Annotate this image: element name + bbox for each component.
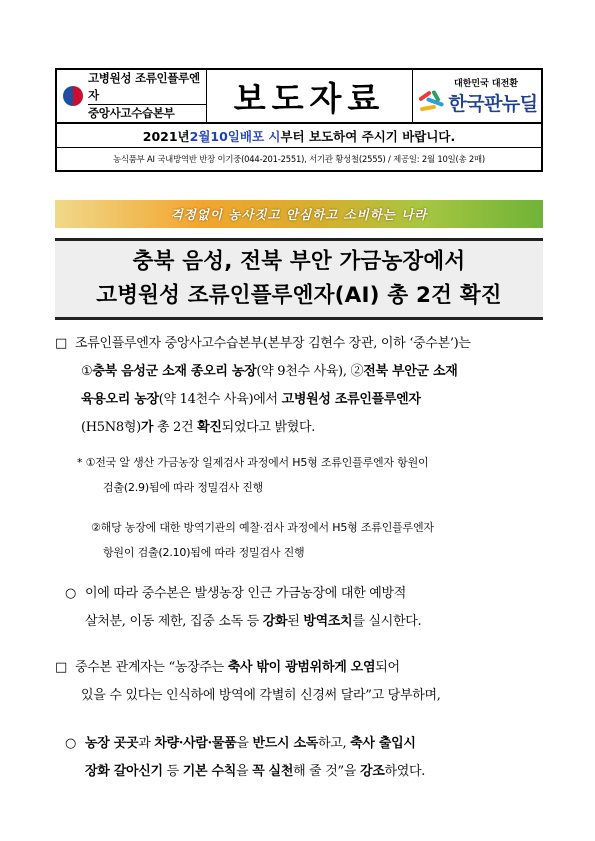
s2-l2d: 방역조치 [303,614,353,629]
section-4 [55,730,545,786]
doc-title: 보도자료 [233,78,386,118]
s4-line-2 [55,758,545,786]
s4-l2b: 등 [162,764,183,779]
s1-line-4 [55,414,545,442]
release-date-row [55,124,543,148]
s1-l2c: (약 9천수 사육), ② [256,364,364,379]
slogan-text: 걱정없이 농사짓고 안심하고 소비하는 나라 [170,207,428,222]
header-org-cell [57,70,207,122]
note-2-line-1: ②해당 농장에 대한 방역기관의 예찰·검사 과정에서 H5형 조류인플루엔자 [91,521,434,534]
release-suffix: 부터 보도하여 주시기 바랍니다. [280,128,456,144]
s3-l1b: 축사 밖이 광범위하게 오염 [227,660,376,675]
logo-subtitle: 대한민국 대전환 [454,79,518,89]
s2-line-1 [55,580,545,608]
note-2-line-2: 항원이 검출(2.10)됨에 따라 정밀검사 진행 [103,546,305,559]
s4-l1b: 과 [138,736,155,751]
government-emblem-icon [63,86,83,106]
s2-l2b: 강화 [262,614,288,629]
s1-l4b: 가 [140,420,154,435]
circle-bullet: ○ [65,586,77,601]
s4-l2a: 장화 갈아신기 [85,764,163,779]
header-logo-cell [413,70,541,122]
s3-l1a: 중수본 관계자는 “농장주는 [75,660,228,675]
s2-line-2 [55,608,545,636]
s1-l4d: 확진 [197,420,222,435]
section-2 [55,580,545,636]
s4-l2e: 꼭 실천 [252,764,294,779]
s4-l1e: 반드시 소독 [252,736,318,751]
section-3 [55,654,545,710]
s3-line-1 [55,654,545,682]
s1-line-1 [55,330,545,358]
s1-l2d: 전북 부안군 소재 [363,364,458,379]
s4-l2d: 을 [235,764,253,779]
new-deal-logo-icon [416,90,446,116]
s1-l3b: (약 14천수 사육)에서 [158,392,282,407]
s1-line-3 [55,386,545,414]
headline-box [55,238,543,320]
s3-line-2: 있을 수 있다는 인식하에 방역에 각별히 신경써 달라”고 당부하며, [81,688,441,703]
s4-l1c: 차량·사람·물품 [154,736,237,751]
release-month: 2월 [189,128,211,144]
s1-l4e: 되었다고 밝혔다. [221,420,316,435]
section-1 [55,330,545,442]
s4-l2h: 하였다. [384,764,426,779]
s1-l2b: 충북 음성군 소재 종오리 농장 [92,364,257,379]
s1-line-2 [55,358,545,386]
headline-line-2: 고병원성 조류인플루엔자(AI) 총 2건 확진 [96,283,502,308]
org-line-2: 중앙사고수습본부 [88,106,175,120]
s4-l2f: 해 줄 것”을 [293,764,360,779]
release-prefix: 2021년 [142,128,190,144]
contact-row [55,148,543,172]
note-1-line-2: 검출(2.9)됨에 따라 정밀검사 진행 [103,481,264,494]
s1-l4a: (H5N8형) [81,420,141,435]
slogan-banner [55,200,543,228]
s2-l1-text: 이에 따라 중수본은 발생농장 인근 가금농장에 대한 예방적 [85,586,407,601]
s2-l2e: 를 실시한다. [352,614,422,629]
header-table [55,68,543,124]
s2-l2a: 살처분, 이동 제한, 집중 소독 등 [85,614,263,629]
circle-bullet-2: ○ [65,736,77,751]
note-2 [55,515,545,565]
s4-l2c: 기본 수칙 [182,764,236,779]
s4-l1f: 하고, [317,736,351,751]
square-bullet-2: □ [55,660,67,675]
release-day: 10일 [210,128,240,144]
s4-l1g: 축사 출입시 [350,736,416,751]
s1-l3a: 육용오리 농장 [81,392,159,407]
header-org [88,70,206,122]
s1-l2a: ① [81,364,93,379]
s3-l1c: 되어 [375,660,400,675]
s4-l1a: 농장 곳곳 [85,736,139,751]
contact-text: 농식품부 AI 국내방역반 반장 이기중(044-201-2551), 서기관 황성철(2555) / 제공일: 2월 10일(총 2매) [113,154,485,164]
s4-line-1 [55,730,545,758]
square-bullet: □ [55,336,67,351]
note-1-line-1: * ①전국 알 생산 가금농장 일제검사 과정에서 H5형 조류인플루엔자 항원이 [77,456,429,469]
s1-l3c: 고병원성 조류인플루엔자 [281,392,421,407]
s4-l1d: 을 [236,736,253,751]
s4-l2g: 강조 [359,764,385,779]
logo-text: 한국판뉴딜 [448,93,538,115]
s1-l4c: 총 2건 [153,420,198,435]
note-1 [55,450,545,500]
logo-row [416,89,537,116]
headline-line-1: 충북 음성, 전북 부안 가금농장에서 [132,249,466,274]
org-line-1: 고병원성 조류인플루엔자 [88,70,206,105]
release-distribution: 배포 시 [239,128,281,144]
s1-l1-text: 조류인플루엔자 중앙사고수습본부(본부장 김현수 장관, 이하 ‘중수본’)는 [75,336,471,351]
s2-l2c: 된 [287,614,304,629]
header-title-cell [207,70,413,122]
